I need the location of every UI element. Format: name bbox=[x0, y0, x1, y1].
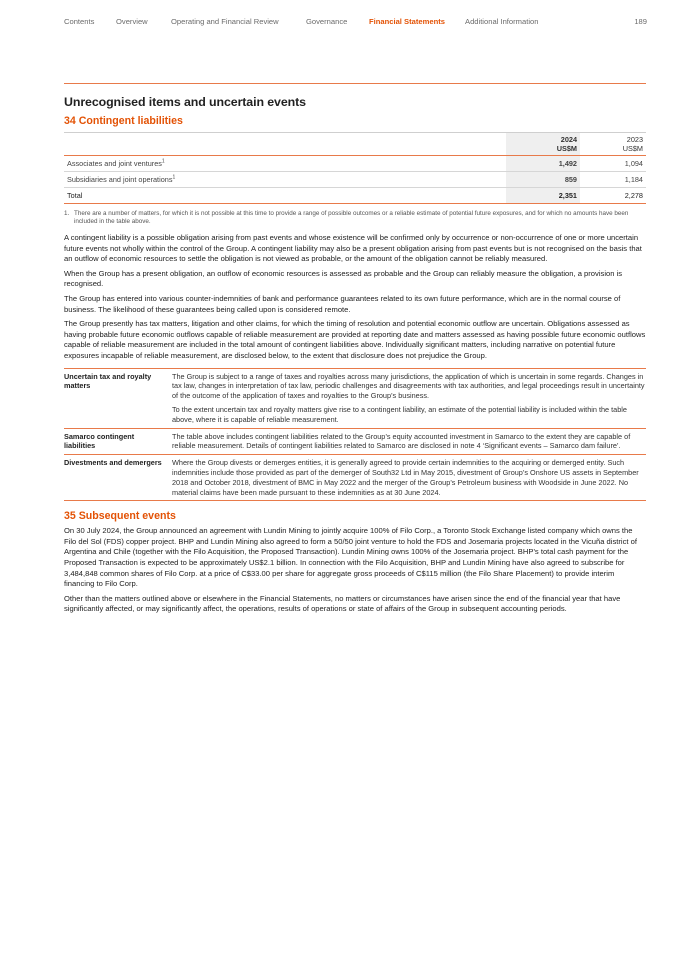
nav-financial-statements[interactable]: Financial Statements bbox=[369, 17, 445, 26]
value-2023: 1,184 bbox=[624, 175, 643, 184]
paragraph: When the Group has a present obligation, an outflow of economic resources is assessed as probable and the Group can reliably measure the obligation, a provision is recognised. bbox=[64, 268, 623, 289]
note-35-title: 35 Subsequent events bbox=[64, 510, 176, 523]
page-content bbox=[64, 95, 646, 615]
value-2023: 1,094 bbox=[624, 159, 643, 168]
matter-row bbox=[64, 368, 646, 428]
section-heading: Unrecognised items and uncertain events bbox=[64, 95, 306, 109]
matter-description: Where the Group divests or demerges entities, it is generally agreed to provide certain indemnities to the acquiring or demerged entity. Such indemnities include those provided as part of the demerger of South32 Ltd in May 2015, divestment of Group’s Onshore US assets in September 2018 and October 2018, divestment of BMC in May 2022 and the merger of the Group’s Petroleum business with Woodside in June 2022. No material claims have been made pursuant to these indemnities as at 30 June 2024. bbox=[172, 458, 639, 497]
table-row bbox=[64, 172, 646, 188]
paragraph: A contingent liability is a possible obligation arising from past events and whose existence will be confirmed only by occurrence or non-occurrence of one or more uncertain future events not wholly within the control of the Group. A contingent liability may also be a present obligation arising from past events but is not recognised on the basis that an outflow of economic resources to settle the obligation is not viewed as probable, or the amount of the obligation cannot be reliably measured. bbox=[64, 233, 642, 264]
value-2024: 859 bbox=[506, 172, 580, 188]
footnote-text: There are a number of matters, for which it is not possible at this time to provide a range of possible outcomes or a reliable estimate of potential future exposures, and for which no amounts have been included in the table above. bbox=[74, 210, 629, 225]
nav-governance[interactable]: Governance bbox=[306, 17, 348, 26]
value-2023: 2,278 bbox=[624, 191, 643, 200]
table-footnote bbox=[64, 210, 646, 226]
paragraph: On 30 July 2024, the Group announced an agreement with Lundin Mining to jointly acquire 100% of Filo Corp., a Toronto Stock Exchange listed company which owns the Filo del Sol (FDS) copper project. BHP and Lundin Mining also agreed to form a 50/50 joint venture to hold the FDS and Josemaria projects located in the Vicuña district of Argentina and Chile (together with the Filo Acquisition, the Proposed Transaction). Lundin Mining owns 100% of the Josemaria project. BHP’s total cash payment for the Proposed Transaction is expected to be approximately US$2.1 billion. In connection with the Filo Acquisition, BHP and Lundin Mining have also agreed to subscribe for 3,484,848 common shares of Filo Corp. at a price of C$33.00 per share for aggregate gross proceeds of C$115 million (the Filo Share Placement) to provide interim financing to Filo Corp. bbox=[64, 526, 637, 589]
nav-overview[interactable]: Overview bbox=[116, 17, 148, 26]
row-label: Subsidiaries and joint operations$^1$ bbox=[67, 174, 176, 184]
table-row bbox=[64, 156, 646, 172]
contingent-liabilities-table bbox=[64, 132, 646, 204]
paragraph: The Group has entered into various counter-indemnities of bank and performance guarantees related to its own future performance, which are in the normal course of business. The likelihood of these guarantees being called upon is considered remote. bbox=[64, 293, 621, 314]
value-2024: 2,351 bbox=[506, 188, 580, 204]
row-label: Total bbox=[67, 191, 83, 200]
column-header-2024: 2024 US$M bbox=[506, 133, 580, 156]
matter-description: The table above includes contingent liabilities related to the Group’s equity accounted investment in Samarco to the extent they are capable of reliable measurement. Details of contingent liabilities related to Samarco are disclosed in note 4 ‘Significant events – Samarco dam failure’. bbox=[172, 431, 631, 451]
matter-term: Uncertain tax and royalty matters bbox=[64, 371, 152, 391]
top-navigation bbox=[64, 17, 647, 29]
row-label: Associates and joint ventures$^1$ bbox=[67, 158, 165, 168]
matter-term: Divestments and demergers bbox=[64, 458, 162, 468]
value-2024: 1,492 bbox=[506, 156, 580, 172]
column-header-2023: 2023 US$M bbox=[622, 135, 643, 153]
footnote-number: 1. bbox=[64, 210, 70, 217]
paragraph: Other than the matters outlined above or elsewhere in the Financial Statements, no matters or circumstances have arisen since the end of the financial year that have significantly affected, or may significantly affect, the operations, results of operations or state of affairs of the Group in subsequent accounting periods. bbox=[64, 593, 621, 614]
page-number: 189 bbox=[634, 17, 647, 26]
matter-row bbox=[64, 428, 646, 455]
nav-additional-information[interactable]: Additional Information bbox=[465, 17, 539, 26]
paragraph: The Group presently has tax matters, litigation and other claims, for which the timing of resolution and potential economic outflow are uncertain. Obligations assessed as having probable future economic outflows capable of reliable measurement are provided at reporting date and matters assessed as having possible future economic outflows capable of reliable measurement are included in the total amount of contingent liabilities above. Individually significant matters, including narrative on potential future exposures incapable of reliable measurement, are disclosed below, to the extent that disclosure does not prejudice the Group. bbox=[64, 319, 646, 360]
matter-term: Samarco contingent liabilities bbox=[64, 431, 135, 451]
matter-description: The Group is subject to a range of taxes and royalties across many jurisdictions, the application of which is uncertain in some regards. Changes in tax law, changes in interpretation of tax law, periodic challenges and disagreements with tax authorities, and legal proceedings result in uncertainty of the outcome of the application of taxes and royalties to the Group’s business. To the extent uncertain tax and royalty matters give rise to a contingent liability, an estimate of the potential liability is included within the table above, where it is capable of reliable measurement. bbox=[172, 371, 645, 424]
table-total-row bbox=[64, 188, 646, 204]
matter-row bbox=[64, 455, 646, 501]
note-34-title: 34 Contingent liabilities bbox=[64, 115, 183, 127]
nav-contents[interactable]: Contents bbox=[64, 17, 95, 26]
table-header-blank bbox=[64, 133, 506, 156]
header-divider bbox=[64, 83, 646, 84]
contingent-matters-table bbox=[64, 368, 646, 502]
nav-operating-and-financial-review[interactable]: Operating and Financial Review bbox=[171, 17, 279, 26]
